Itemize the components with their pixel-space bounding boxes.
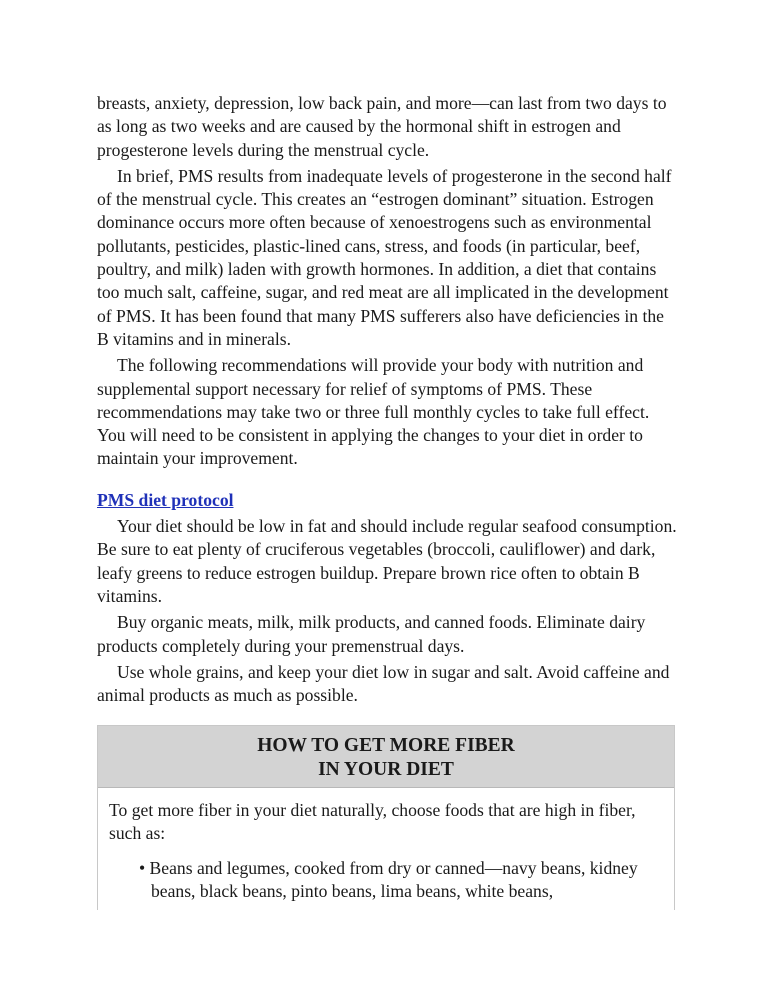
sidebar-body [98, 788, 674, 903]
body-paragraph: The following recommendations will provide your body with nutrition and supplemental support necessary for relief of symptoms of PMS. These recommendations may take two or three full monthly cycles to take full effect. You will need to be consistent in applying the changes to your diet in order to maintain your improvement. [97, 355, 650, 469]
fiber-sidebar-box [97, 725, 675, 910]
sidebar-title-line2: IN YOUR DIET [318, 759, 454, 780]
sidebar-title [98, 726, 674, 788]
page-body [97, 92, 677, 710]
section-paragraph: Your diet should be low in fat and should include regular seafood consumption. Be sure to eat plenty of cruciferous vegetables (broccoli, cauliflower) and dark, leafy greens to reduce estrogen buildup. Prepare brown rice often to obtain B vitamins. [97, 516, 677, 606]
sidebar-intro: To get more fiber in your diet naturally, choose foods that are high in fiber, such as: [109, 800, 636, 844]
list-item: • Beans and legumes, cooked from dry or canned—navy beans, kidney beans, black beans, pinto beans, lima beans, white beans, [139, 857, 638, 901]
body-paragraph: breasts, anxiety, depression, low back pain, and more—can last from two days to as long as two weeks and are caused by the hormonal shift in estrogen and progesterone levels during the menstrual cycle. [97, 93, 667, 160]
section-paragraph: Use whole grains, and keep your diet low in sugar and salt. Avoid caffeine and animal products as much as possible. [97, 661, 670, 706]
section-spacer [97, 474, 677, 489]
sidebar-title-line1: HOW TO GET MORE FIBER [257, 735, 515, 756]
section-heading-link[interactable]: PMS diet protocol [97, 489, 234, 510]
body-paragraph: In brief, PMS results from inadequate levels of progesterone in the second half of the menstrual cycle. This creates an “estrogen dominant” situation. Estrogen dominance occurs more often because of xenoestrogens such as environmental pollutants, pesticides, plastic-lined cans, stress, and foods (in particular, beef, poultry, and milk) laden with growth hormones. In addition, a diet that contains too much salt, caffeine, sugar, and red meat are all implicated in the development of PMS. It has been found that many PMS sufferers also have deficiencies in the B vitamins and in minerals. [97, 165, 672, 349]
section-paragraph: Buy organic meats, milk, milk products, and canned foods. Eliminate dairy products completely during your premenstrual days. [97, 612, 646, 656]
